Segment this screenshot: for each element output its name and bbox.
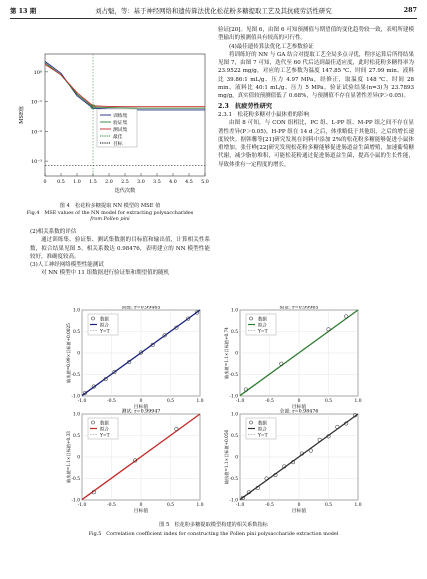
fig5-x-tick-label: -1.0 — [235, 503, 245, 508]
fig5-y-tick-label: 0 — [235, 455, 238, 461]
fig5-x-tick-label: 1.0 — [354, 399, 362, 404]
fig5-y-axis-label: 输出值=0.99×目标值+0.0025 — [66, 323, 71, 383]
fig5-legend-label: 数据 — [100, 317, 109, 323]
fig5-panel-3 — [223, 408, 362, 515]
section-heading-anti-fatigue: 2.3 抗疲劳性研究 — [218, 102, 273, 110]
right-column-text — [218, 26, 414, 169]
fig5-caption-en: Fig.5 Correlation coefficient index for constructing the Pollen pini polysaccharide extraction model — [88, 531, 339, 537]
fig5-y-tick-label: 1.0 — [73, 412, 80, 418]
fig5-y-tick-label: -0.5 — [71, 477, 80, 482]
fig5-y-tick-label: -1.0 — [229, 498, 238, 504]
fig5-y-tick-label: -0.5 — [229, 373, 238, 378]
fig5-x-tick-label: 0.5 — [167, 503, 174, 508]
fig5-y-tick-label: -1.0 — [71, 498, 80, 504]
heading-ga-validation: (4)最佳遗传算法优化工艺参数验证 — [229, 43, 314, 50]
fig5-y-axis-label: 输出值=1.1×目标值+0.056 — [224, 429, 229, 485]
fig5-x-tick-label: -0.5 — [265, 399, 274, 404]
fig4-x-tick-label: 3.0 — [137, 180, 145, 185]
fig5-x-tick-label: 0 — [139, 399, 143, 404]
fig4-x-tick-label: 4.0 — [169, 180, 177, 185]
subsection-heading-body-weight: 2.3.1 松花粉多糖对小鼠体重的影响 — [218, 111, 309, 118]
fig4-legend-label: 训练集 — [113, 113, 128, 119]
fig4-y-tick-label: 10⁻³ — [30, 159, 42, 166]
fig5-y-tick-label: 0 — [235, 351, 238, 357]
fig5-legend-label: 拟合 — [258, 323, 267, 329]
fig5-x-tick-label: 0.5 — [325, 399, 332, 404]
fig5-legend-label: Y=T — [100, 433, 110, 439]
fig5-panel-2 — [65, 408, 204, 515]
fig4-series-line-1 — [45, 63, 205, 108]
fig5-x-tick-label: -1.0 — [77, 399, 87, 404]
fig5-legend-label: Y=T — [258, 433, 268, 439]
fig5-x-tick-label: 1.0 — [196, 503, 204, 508]
fig5-x-tick-label: 0 — [297, 503, 301, 508]
running-title: 刘占魁，等：基于神经网络和遗传算法优化松花粉多糖提取工艺及其抗疲劳活性研究 — [95, 7, 332, 15]
fig4-y-axis-label: MSE值 — [19, 106, 25, 124]
paragraph-ga-validation: 将训练好的 NN 与 GA 结合对提取工艺全局多点寻优，程序运算后所得结果见图 7，由图 7 可知，迭代至 60 代后达到最佳适应度，此时松花粉多糖得率为 23.9522 mg/g，对应的工艺参数为温度 147.85 ℃、时间 27.99 min、液料比 39.86:1 mL/g、压力 4.97 MPa，经修正，取温度 148 ℃、时间 28 min、液料比 40:1 mL/g、压力 5 MPa，验证试验结果(n=3)为 23.7893 mg/g，真实值较预测值低了 0.68%，与预测值不存在显著性差异(P＞0.05)。 — [218, 51, 414, 100]
fig5-caption-zh: 图 5 松花粉多糖提取模型构建的相关系数指标 — [159, 522, 268, 528]
fig5-panel-title: 测试: r=0.99947 — [121, 409, 161, 415]
fig5-x-tick-label: -0.5 — [265, 503, 274, 508]
fig5-panel-title: 全部: r=0.98476 — [279, 409, 319, 415]
fig5-x-tick-label: -0.5 — [107, 503, 116, 508]
fig5-y-tick-label: 0 — [77, 455, 80, 461]
issue-number: 第 13 期 — [10, 7, 37, 15]
fig4-chart — [15, 46, 215, 201]
heading-correlation: (2)相关系数的评估 — [30, 229, 77, 235]
fig4-caption-en-1: Fig.4 MSE values of the NN model for extracting polysaccharides — [26, 210, 194, 216]
fig4-x-tick-label: 0 — [43, 180, 47, 185]
fig5-y-tick-label: 1.0 — [231, 412, 238, 418]
fig5-x-axis-label: 目标值 — [133, 509, 149, 514]
fig4-x-tick-label: 1.0 — [73, 180, 81, 185]
fig4-x-tick-label: 4.5 — [185, 180, 193, 185]
fig5-legend-label: 拟合 — [100, 323, 109, 329]
fig5-x-axis-label: 目标值 — [291, 509, 307, 514]
fig4-legend — [97, 109, 137, 147]
fig5-y-tick-label: 0.5 — [231, 434, 238, 439]
fig5-legend-label: 拟合 — [100, 427, 109, 433]
fig5-x-tick-label: 0.5 — [325, 503, 332, 508]
fig5-x-tick-label: 1.0 — [354, 503, 362, 508]
fig5-y-tick-label: -1.0 — [71, 394, 80, 400]
fig4-legend-label: 最佳 — [113, 134, 123, 140]
fig5-legend-label: 数据 — [258, 421, 267, 427]
fig5-x-tick-label: 1.0 — [196, 399, 204, 404]
fig5-panel-1 — [223, 306, 362, 410]
header-rule — [10, 18, 417, 19]
fig4-legend-label: 目标 — [113, 141, 123, 147]
heading-nn-test: (3)人工神经网络模型性能测试 — [30, 262, 104, 269]
fig5-chart — [60, 306, 380, 521]
paragraph-correlation: 通过训练集、验证集、测试集数据的目标值和输出值，计算相关性系数，拟合结果见图 5。相关系数达 0.98476，表明建立的 NN 模型性能较好，准确度较高。 — [30, 237, 210, 260]
fig5-panel-title: 验证: r=0.99965 — [279, 306, 319, 311]
paragraph-body-weight: 由图 8 可知，与 CON 组相比，PC 组、L-PP 组、M-PP 组之间不存在显著性差异(P＞0.05)，H-PP 组在 14 d 之后，体重略低于其他组，之后的增长速度较快。据韩馨等[21]研究发现在饲料中添加 2%的松花粉多糖能够促进小鼠体重增加。张任峥[22]研究发现松花粉多糖能够促进肠道益生菌增殖，加速葡萄糖代谢，减少脂肪堆积，可能松花粉通过促进肠道益生菌，提高小鼠的生长性能，导致体重有一定程度的增长。 — [218, 120, 414, 168]
fig4-caption-zh: 图 4 松花粉多糖提取 NN 模型的 MSE 值 — [59, 203, 161, 209]
page-number: 287 — [403, 6, 417, 14]
fig5-x-axis-label: 目标值 — [291, 405, 307, 410]
fig4-legend-label: 验证集 — [113, 120, 128, 126]
fig5-y-tick-label: -0.5 — [229, 477, 238, 482]
fig5-y-tick-label: 0.5 — [73, 330, 80, 335]
fig4-x-tick-label: 0.5 — [57, 180, 65, 185]
left-column-text — [30, 228, 210, 278]
fig4-x-axis-label: 迭代次数 — [114, 188, 136, 194]
fig5-x-tick-label: -1.0 — [77, 503, 87, 508]
fig5-x-tick-label: -1.0 — [235, 399, 245, 404]
fig4-y-tick-label: 10⁻¹ — [30, 99, 42, 106]
fig5-y-axis-label: 输出值=1.1×目标值+0.74 — [224, 327, 229, 379]
fig4-series-line-0 — [45, 61, 205, 110]
fig5-y-tick-label: 1.0 — [73, 308, 80, 314]
fig5-y-tick-label: 1.0 — [231, 308, 238, 314]
fig5-y-tick-label: -1.0 — [229, 394, 238, 400]
fig4-x-tick-label: 2.0 — [105, 180, 113, 185]
fig5-y-tick-label: -0.5 — [71, 373, 80, 378]
fig5-x-tick-label: 0 — [139, 503, 143, 508]
fig5-y-tick-label: 0 — [77, 351, 80, 357]
running-header — [10, 6, 417, 18]
fig4-y-tick-label: 10⁰ — [33, 69, 42, 76]
fig5-y-tick-label: 0.5 — [73, 434, 80, 439]
paragraph-nn-test: 对 NN 模型中 11 组数据进行验证集和期望值的随机 — [41, 270, 170, 277]
fig5-panel-0 — [65, 306, 204, 410]
fig5-panel-title: 训练: r=0.99465 — [121, 306, 161, 311]
fig4-y-tick-label: 10⁻² — [30, 129, 42, 136]
fig4-x-tick-label: 5.0 — [201, 180, 209, 185]
fig4-caption-en-2: from Pollen pini — [90, 216, 130, 222]
fig4-series-line-2 — [45, 64, 205, 106]
fig4-legend-label: 测试集 — [113, 127, 128, 133]
fig5-x-tick-label: 0 — [297, 399, 301, 404]
fig5-x-tick-label: 0.5 — [167, 399, 174, 404]
fig5-y-axis-label: 输出值=1.1×目标值+0.33 — [66, 431, 71, 483]
fig5-x-tick-label: -0.5 — [107, 399, 116, 404]
fig5-legend-label: 数据 — [100, 421, 109, 427]
fig5-legend-label: Y=T — [100, 329, 110, 335]
fig5-legend-label: 数据 — [258, 317, 267, 323]
fig4-x-tick-label: 3.5 — [153, 180, 161, 185]
fig5-legend-label: 拟合 — [258, 427, 267, 433]
fig4-x-tick-label: 2.5 — [121, 180, 129, 185]
fig5-x-axis-label: 目标值 — [133, 405, 149, 410]
fig5-y-tick-label: 0.5 — [231, 330, 238, 335]
fig4-x-tick-label: 1.5 — [89, 180, 97, 185]
fig5-legend-label: Y=T — [258, 329, 268, 335]
paragraph-validation: 验证[20]。见图 6，由图 6 可知预测值与期望值的变化趋势较一致，表明所建模型输出的预测值具有较高的可行性。 — [218, 27, 414, 42]
